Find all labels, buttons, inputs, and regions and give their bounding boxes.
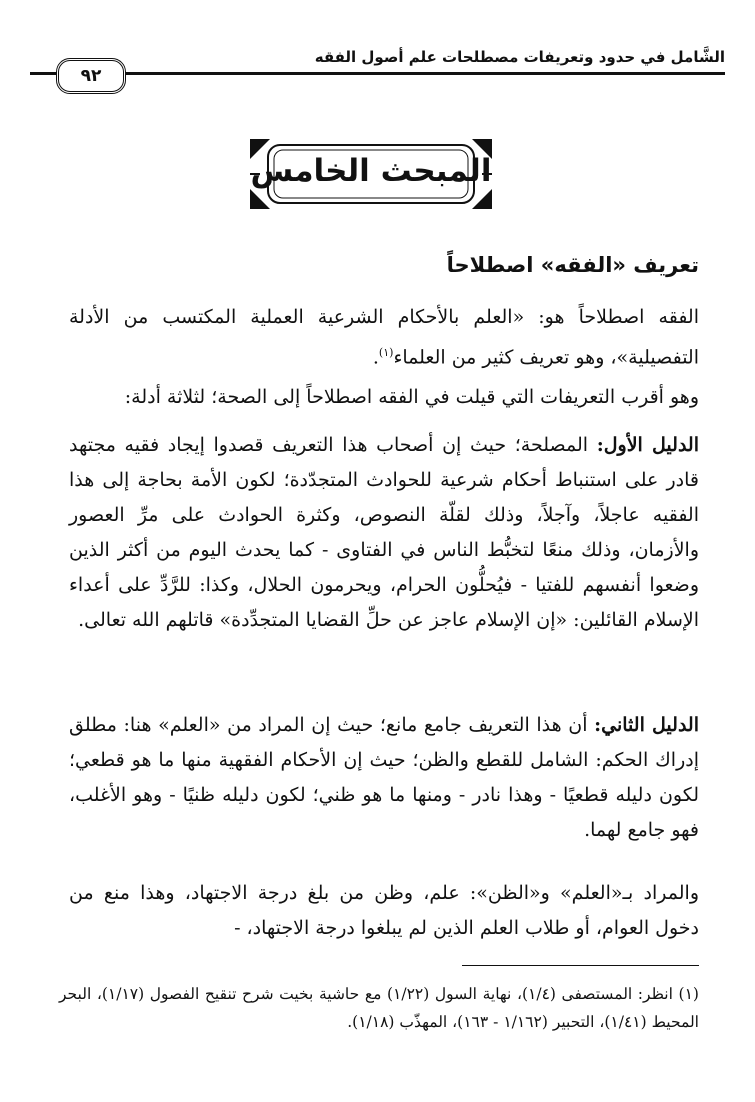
footnote-text: انظر: المستصفى (١/٤)، نهاية السول (١/٢٢) مع حاشية بخيت شرح تنقيح الفصول (١/١٧)، البحر المحيط (١/٤١)، التحبير (١/١٦٢ - ١٦٣)، المهذّب (١/١٨). [59, 985, 699, 1031]
paragraph-lead: الدليل الأول: [596, 434, 699, 456]
paragraph-text: الفقه اصطلاحاً هو: «العلم بالأحكام الشرعية العملية المكتسب من الأدلة التفصيلية»، وهو تعريف كثير من العلماء [69, 306, 699, 369]
paragraph-text: وهو أقرب التعريفات التي قيلت في الفقه اصطلاحاً إلى الصحة؛ لثلاثة أدلة: [124, 386, 699, 408]
page-number: ٩٢ [56, 58, 126, 94]
paragraph-5 [69, 876, 699, 946]
section-title-frame [248, 135, 494, 213]
footnote-number: (١) [678, 985, 699, 1003]
paragraph-text: المصلحة؛ حيث إن أصحاب هذا التعريف قصدوا إيجاد فقيه مجتهد قادر على استنباط أحكام شرعية للحوادث المتجدّدة؛ لكون الأمة بحاجة إلى هذا الفقيه عاجلاً، وآجلاً، وذلك لقلّة النصوص، وكثرة الحوادث على مرِّ العصور والأزمان، وذلك منعًا لتخبُّط الناس في الفتاوى - كما يحدث اليوم من أكثر الذين وضعوا أنفسهم للفتيا - فيُحلُّون الحرام، ويحرمون الحلال، وكذا: للرَّدِّ على أعداء الإسلام القائلين: «إن الإسلام عاجز عن حلِّ القضايا المتجدِّدة» قاتلهم الله تعالى. [69, 434, 699, 631]
paragraph-tail: . [372, 346, 379, 369]
section-title: المبحث الخامس [250, 153, 492, 189]
paragraph-lead: الدليل الثاني: [594, 714, 700, 736]
paragraph-1 [69, 300, 699, 375]
running-header-title: الشَّامل في حدود وتعريفات مصطلحات علم أصول الفقه [314, 48, 725, 66]
running-header [30, 46, 725, 92]
footnote-separator [462, 965, 699, 966]
header-rule [30, 72, 725, 75]
paragraph-text: أن هذا التعريف جامع مانع؛ حيث إن المراد من «العلم» هنا: مطلق إدراك الحكم: الشامل للقطع والظن؛ حيث إن الأحكام الفقهية منها ما هو قطعي؛ لكون دليله قطعيًا - وهذا نادر - ومنها ما هو ظني؛ لكون دليله ظنيًا - وهو الأغلب، فهو جامع لهما. [69, 714, 699, 841]
paragraph-4 [69, 708, 699, 848]
subheading: تعريف «الفقه» اصطلاحاً [446, 253, 699, 277]
footnote [59, 980, 699, 1036]
footnote-ref: (١) [378, 346, 394, 359]
paragraph-2 [69, 380, 699, 415]
paragraph-text: والمراد بـ«العلم» و«الظن»: علم، وظن من بلغ درجة الاجتهاد، وهذا منع من دخول العوام، أو طلاب العلم الذين لم يبلغوا درجة الاجتهاد، - [69, 882, 699, 939]
paragraph-3 [69, 428, 699, 638]
